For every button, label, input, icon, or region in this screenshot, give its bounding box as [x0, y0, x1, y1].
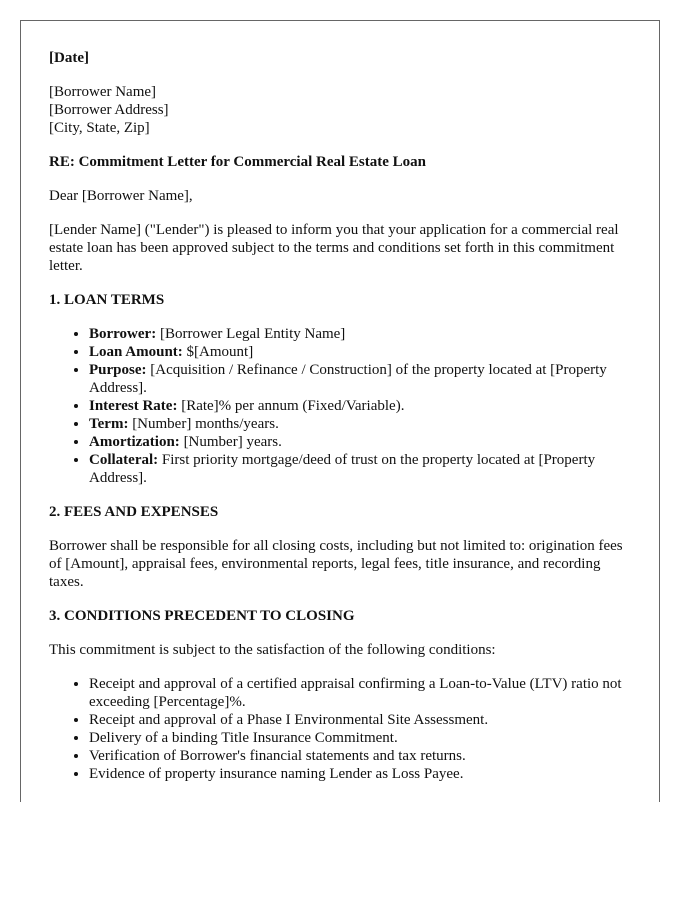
- section-heading-fees: 2. FEES AND EXPENSES: [49, 504, 219, 520]
- term-value: [Acquisition / Refinance / Construction] of the property located at [Property Address].: [89, 362, 607, 396]
- term-value: $[Amount]: [182, 344, 254, 360]
- term-value: [Number] years.: [179, 434, 282, 450]
- list-item: [89, 433, 631, 451]
- conditions-list: [49, 675, 631, 783]
- term-label: Purpose:: [89, 362, 147, 378]
- list-item: [89, 451, 631, 487]
- term-label: Amortization:: [89, 434, 180, 450]
- borrower-name: [Borrower Name]: [49, 84, 157, 100]
- re-line: RE: Commitment Letter for Commercial Real Estate Loan: [49, 154, 426, 170]
- term-label: Term:: [89, 416, 129, 432]
- intro-paragraph: [Lender Name] ("Lender") is pleased to inform you that your application for a commercial real estate loan has been approved subject to the terms and conditions set forth in this commitment letter.: [49, 222, 619, 274]
- term-value: [Number] months/years.: [128, 416, 279, 432]
- list-item: [89, 397, 631, 415]
- list-item: • Receipt and approval of a certified appraisal confirming a Loan-to-Value (LTV) ratio not exceeding [Percentage]%.: [89, 675, 631, 711]
- section-heading-loan-terms: 1. LOAN TERMS: [49, 292, 165, 308]
- list-item: [89, 343, 631, 361]
- date-line: [Date]: [49, 50, 89, 66]
- term-label: Interest Rate:: [89, 398, 178, 414]
- term-label: Loan Amount:: [89, 344, 183, 360]
- term-value: [Borrower Legal Entity Name]: [156, 326, 346, 342]
- loan-terms-list: [49, 325, 631, 487]
- conditions-intro: This commitment is subject to the satisfaction of the following conditions:: [49, 642, 496, 658]
- section-heading-conditions: 3. CONDITIONS PRECEDENT TO CLOSING: [49, 608, 355, 624]
- borrower-city-state-zip: [City, State, Zip]: [49, 120, 150, 136]
- list-item: • Delivery of a binding Title Insurance Commitment.: [89, 729, 631, 747]
- letter-page: [20, 20, 660, 802]
- salutation: Dear [Borrower Name],: [49, 188, 193, 204]
- list-item: • Evidence of property insurance naming Lender as Loss Payee.: [89, 765, 631, 783]
- list-item: [89, 415, 631, 433]
- term-label: Collateral:: [89, 452, 159, 468]
- borrower-address-block: [49, 83, 631, 137]
- term-label: Borrower:: [89, 326, 157, 342]
- term-value: [Rate]% per annum (Fixed/Variable).: [177, 398, 405, 414]
- borrower-address: [Borrower Address]: [49, 102, 169, 118]
- fees-paragraph: Borrower shall be responsible for all closing costs, including but not limited to: origination fees of [Amount], appraisal fees, environmental reports, legal fees, title insurance, and recording taxes.: [49, 538, 623, 590]
- list-item: • Verification of Borrower's financial statements and tax returns.: [89, 747, 631, 765]
- list-item: • Receipt and approval of a Phase I Environmental Site Assessment.: [89, 711, 631, 729]
- list-item: [89, 361, 631, 397]
- list-item: [89, 325, 631, 343]
- term-value: First priority mortgage/deed of trust on the property located at [Property Address].: [89, 452, 596, 486]
